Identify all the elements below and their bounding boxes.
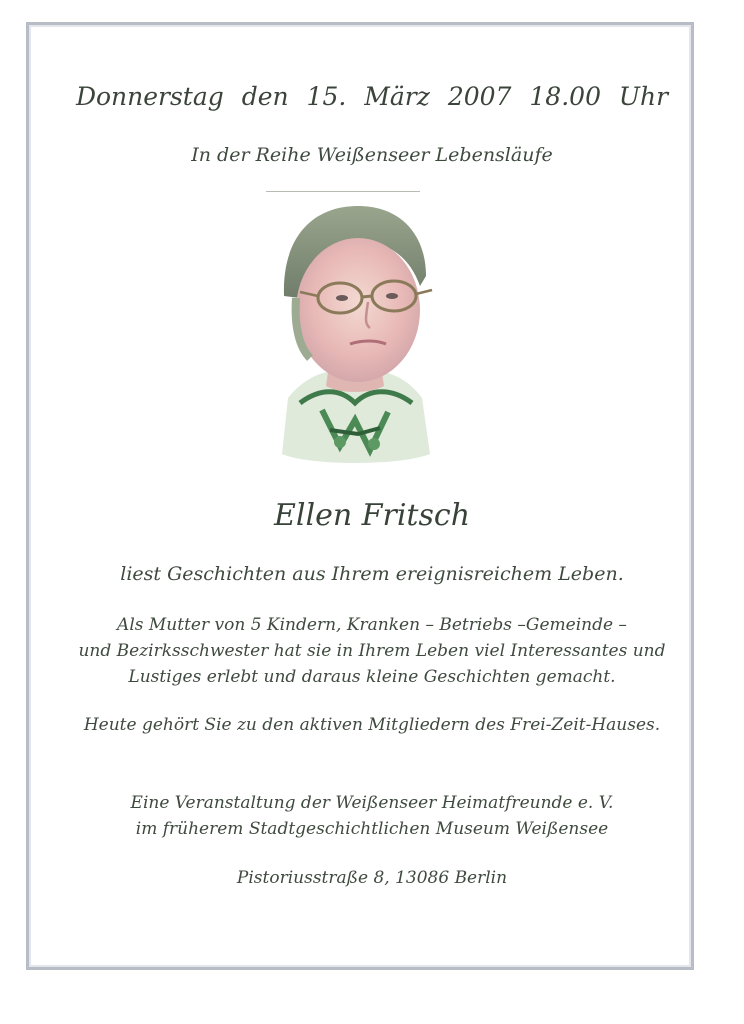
event-info <box>0 790 744 842</box>
bio-line: und Bezirksschwester hat sie in Ihrem Leben viel Interessantes und <box>78 641 666 661</box>
event-date-time: Donnerstag den 15. März 2007 18.00 Uhr <box>75 82 669 111</box>
venue-line: im früherem Stadtgeschichtlichen Museum Weißensee <box>135 819 609 839</box>
venue-address: Pistoriusstraße 8, 13086 Berlin <box>236 868 508 888</box>
divider <box>266 191 420 192</box>
membership-statement: Heute gehört Sie zu den aktiven Mitgliedern des Frei-Zeit-Hauses. <box>83 715 661 735</box>
bio-line: Lustiges erlebt und daraus kleine Geschichten gemacht. <box>128 667 616 687</box>
person-portrait-photo-icon <box>270 198 440 472</box>
organizer-line: Eine Veranstaltung der Weißenseer Heimatfreunde e. V. <box>130 793 614 813</box>
bio-line: Als Mutter von 5 Kindern, Kranken – Betriebs –Gemeinde – <box>117 615 627 635</box>
bio-paragraph <box>0 612 744 690</box>
speaker-name: Ellen Fritsch <box>273 498 471 533</box>
reading-description: liest Geschichten aus Ihrem ereignisreichem Leben. <box>120 563 624 585</box>
series-title: In der Reihe Weißenseer Lebensläufe <box>191 144 553 166</box>
